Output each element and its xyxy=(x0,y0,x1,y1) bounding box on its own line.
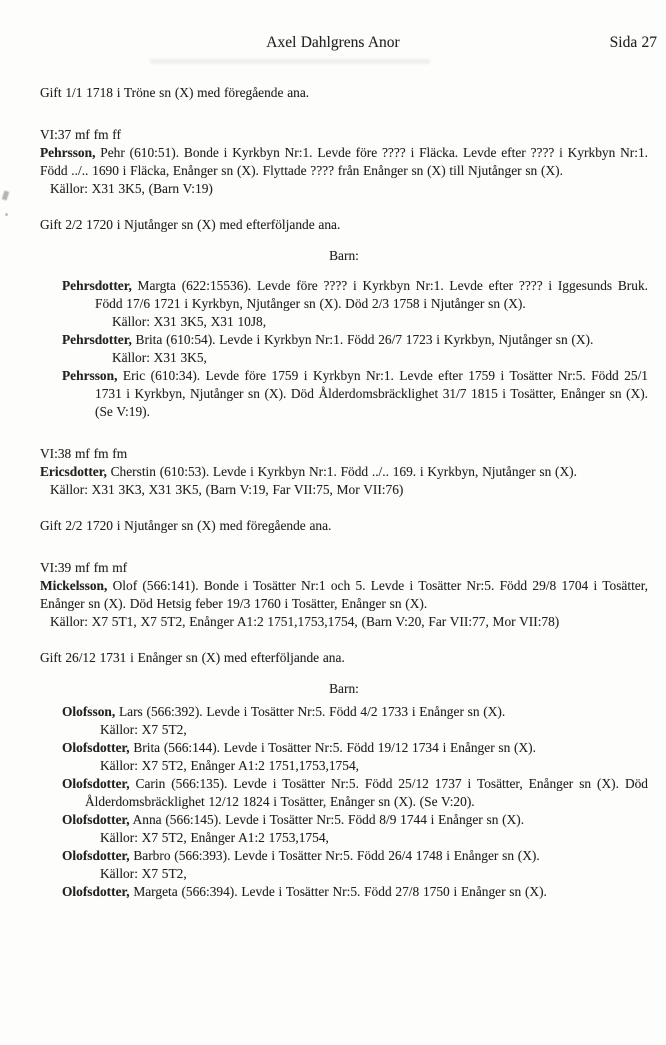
ancestor-name: Mickelsson, xyxy=(40,578,108,593)
child-name: Olofsdotter, xyxy=(62,848,130,863)
child-name: Pehrsson, xyxy=(62,368,118,383)
child-entry xyxy=(40,703,648,739)
child-details: Margeta (566:394). Levde i Tosätter Nr:5. Född 27/8 1750 i Enånger sn (X). xyxy=(133,884,547,899)
sources-line: Källor: X31 3K5, X31 10J8, xyxy=(112,314,267,329)
child-name: Olofsdotter, xyxy=(62,740,130,755)
ancestor-text xyxy=(40,463,648,481)
ancestor-entry-vi37 xyxy=(40,126,648,198)
child-name: Olofsdotter, xyxy=(62,776,130,791)
child-details: Eric (610:34). Levde före 1759 i Kyrkbyn Nr:1. Levde efter 1759 i Tosätter Nr:5. Född 25/1 1731 i Kyrkbyn, Njutånger sn (X). Död Ålderdomsbräcklighet 31/7 1815 i Tosätter, Enånger sn (X). (Se V:19). xyxy=(95,368,649,419)
child-details: Barbro (566:393). Levde i Tosätter Nr:5. Född 26/4 1748 i Enånger sn (X). xyxy=(133,848,540,863)
scan-artifact xyxy=(150,59,430,64)
page-content xyxy=(0,84,666,901)
ancestor-details: Olof (566:141). Bonde i Tosätter Nr:1 och 5. Levde i Tosätter Nr:5. Född 29/8 1704 i Tosätter, Enånger sn (X). Död Hetsig feber 19/3 1760 i Tosätter, Enånger sn (X). xyxy=(40,578,649,611)
sources-line: Källor: X7 5T2, xyxy=(100,722,187,737)
sources-line: Källor: X31 3K5, xyxy=(112,350,207,365)
ancestor-entry-vi39 xyxy=(40,559,648,631)
ancestor-ref: VI:38 mf fm fm xyxy=(40,446,128,461)
marriage-line: Gift 26/12 1731 i Enånger sn (X) med efterföljande ana. xyxy=(40,650,345,665)
child-entry xyxy=(40,775,648,811)
child-entry xyxy=(40,367,648,421)
child-details: Brita (610:54). Levde i Kyrkbyn Nr:1. Född 26/7 1723 i Kyrkbyn, Njutånger sn (X). xyxy=(135,332,594,347)
sources-line: Källor: X7 5T2, xyxy=(100,866,187,881)
sources-line: Källor: X7 5T2, Enånger A1:2 1751,1753,1754, xyxy=(100,758,359,773)
page-number: Sida 27 xyxy=(609,34,657,51)
child-name: Olofsdotter, xyxy=(62,812,130,827)
ancestor-text xyxy=(40,144,648,180)
child-entry xyxy=(40,811,648,847)
child-name: Pehrsdotter, xyxy=(62,332,132,347)
ancestor-details: Pehr (610:51). Bonde i Kyrkbyn Nr:1. Levde före ???? i Fläcka. Levde efter ???? i Kyrkbyn Nr:1. Född ../.. 1690 i Fläcka, Enånger sn (X). Flyttade ???? från Enånger sn (X) till Njutånger sn (X). xyxy=(40,145,648,178)
child-entry xyxy=(40,883,648,901)
page-header xyxy=(0,0,666,54)
child-entry xyxy=(40,277,648,331)
child-entry xyxy=(40,331,648,367)
children-heading: Barn: xyxy=(329,681,359,696)
page-title: Axel Dahlgrens Anor xyxy=(266,34,400,51)
ancestor-text xyxy=(40,577,648,613)
child-details: Brita (566:144). Levde i Tosätter Nr:5. Född 19/12 1734 i Enånger sn (X). xyxy=(133,740,536,755)
marriage-line: Gift 1/1 1718 i Tröne sn (X) med föregående ana. xyxy=(40,85,310,100)
children-list xyxy=(40,703,648,901)
child-details: Carin (566:135). Levde i Tosätter Nr:5. Född 25/12 1737 i Tosätter, Enånger sn (X). Död Ålderdomsbräcklighet 12/12 1824 i Tosätter, Enånger sn (X). (Se V:20). xyxy=(85,776,648,809)
ancestor-name: Pehrsson, xyxy=(40,145,96,160)
children-list xyxy=(40,277,648,421)
sources-line: Källor: X31 3K3, X31 3K5, (Barn V:19, Far VII:75, Mor VII:76) xyxy=(50,482,404,497)
child-entry xyxy=(40,739,648,775)
marriage-line: Gift 2/2 1720 i Njutånger sn (X) med föregående ana. xyxy=(40,518,332,533)
child-details: Anna (566:145). Levde i Tosätter Nr:5. Född 8/9 1744 i Enånger sn (X). xyxy=(132,812,525,827)
sources-line: Källor: X31 3K5, (Barn V:19) xyxy=(50,181,213,196)
ancestor-ref: VI:37 mf fm ff xyxy=(40,127,121,142)
ancestor-name: Ericsdotter, xyxy=(40,464,107,479)
child-name: Olofsdotter, xyxy=(62,884,130,899)
child-entry xyxy=(40,847,648,883)
child-details: Lars (566:392). Levde i Tosätter Nr:5. Född 4/2 1733 i Enånger sn (X). xyxy=(118,704,506,719)
sources-line: Källor: X7 5T2, Enånger A1:2 1753,1754, xyxy=(100,830,329,845)
ancestor-ref: VI:39 mf fm mf xyxy=(40,560,128,575)
ancestor-details: Cherstin (610:53). Levde i Kyrkbyn Nr:1. Född ../.. 169. i Kyrkbyn, Njutånger sn (X). xyxy=(110,464,577,479)
child-details: Margta (622:15536). Levde före ???? i Kyrkbyn Nr:1. Levde efter ???? i Iggesunds Bruk. Född 17/6 1721 i Kyrkbyn, Njutånger sn (X). Död 2/3 1758 i Njutånger sn (X). xyxy=(95,278,649,311)
children-heading: Barn: xyxy=(329,248,359,263)
sources-line: Källor: X7 5T1, X7 5T2, Enånger A1:2 1751,1753,1754, (Barn V:20, Far VII:77, Mor VII:78) xyxy=(50,614,560,629)
scan-artifact xyxy=(5,213,8,216)
marriage-line: Gift 2/2 1720 i Njutånger sn (X) med efterföljande ana. xyxy=(40,217,341,232)
ancestor-entry-vi38 xyxy=(40,445,648,499)
child-name: Pehrsdotter, xyxy=(62,278,132,293)
child-name: Olofsson, xyxy=(62,704,116,719)
